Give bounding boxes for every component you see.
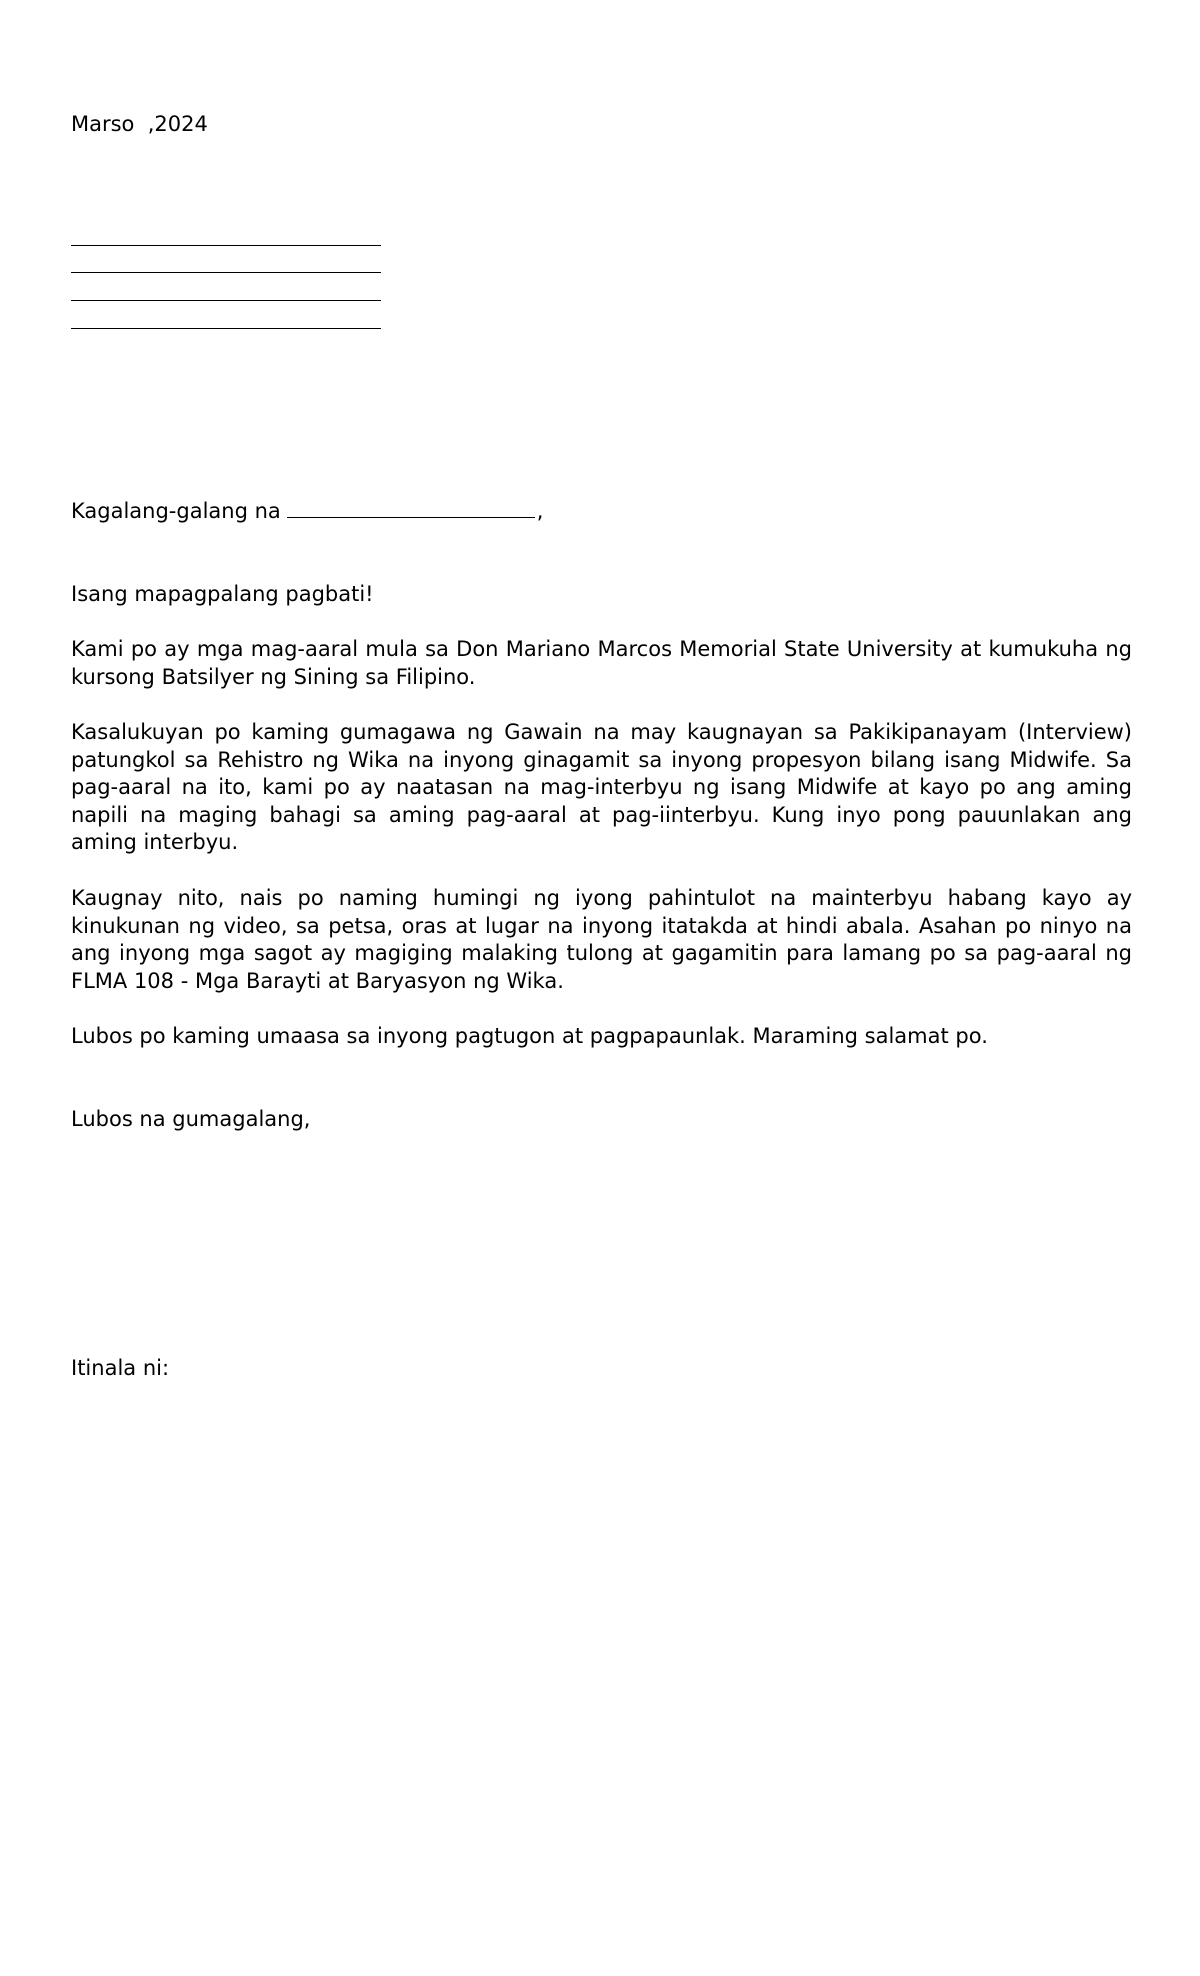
paragraph-thanks: Lubos po kaming umaasa sa inyong pagtugon at pagpapaunlak. Maraming salamat po. xyxy=(71,1024,988,1048)
salutation-prefix: Kagalang-galang na xyxy=(71,499,281,523)
paragraph-purpose: Kasalukuyan po kaming gumagawa ng Gawain na may kaugnayan sa Pakikipanayam (Interview) patungkol sa Rehistro ng Wika na inyong ginagamit sa inyong propesyon bilang isang Midwife. Sa pag-aaral na ito, kami po ay naatasan na mag-interbyu ng isang Midwife at kayo po ang aming napili na maging bahagi sa aming pag-aaral at pag-iinterbyu. Kung inyo pong pauunlakan ang aming interbyu. xyxy=(71,720,1132,854)
recipient-line-1 xyxy=(71,245,381,246)
recipient-line-4 xyxy=(71,328,381,329)
paragraph-request: Kaugnay nito, nais po naming humingi ng iyong pahintulot na mainterbyu habang kayo ay kinukunan ng video, sa petsa, oras at lugar na inyong itatakda at hindi abala. Asahan po ninyo na ang inyong mga sagot ay magiging malaking tulong at gagamitin para lamang po sa pag-aaral ng FLMA 108 - Mga Barayti at Baryasyon ng Wika. xyxy=(71,886,1132,993)
recipient-line-2 xyxy=(71,272,381,273)
paragraph-intro: Kami po ay mga mag-aaral mula sa Don Mariano Marcos Memorial State University at kumukuha ng kursong Batsilyer ng Sining sa Filipino. xyxy=(71,637,1132,689)
recipient-line-3 xyxy=(71,300,381,301)
closing: Lubos na gumagalang, xyxy=(71,1107,311,1131)
salutation-blank-line xyxy=(287,517,535,518)
noted-by: Itinala ni: xyxy=(71,1356,170,1380)
letter-date: Marso ,2024 xyxy=(71,112,208,136)
salutation-suffix: , xyxy=(536,499,544,523)
salutation xyxy=(71,498,543,526)
greeting: Isang mapagpalang pagbati! xyxy=(71,582,374,606)
